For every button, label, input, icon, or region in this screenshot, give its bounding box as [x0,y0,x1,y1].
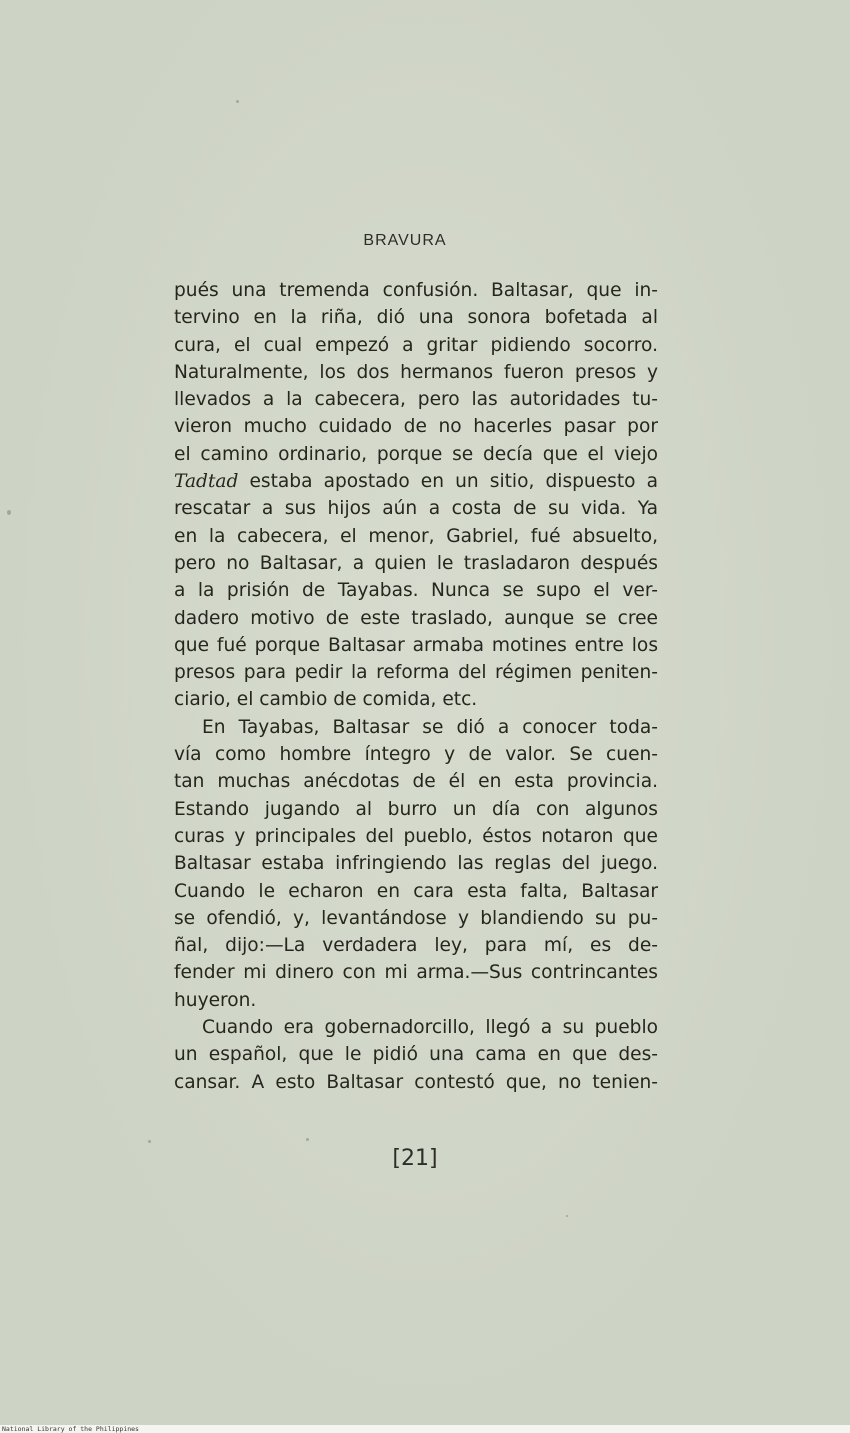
text-line [174,932,658,959]
text-line [174,987,658,1014]
text-line [174,441,658,468]
text-line [174,1014,658,1041]
text-line [174,878,658,905]
library-credit: National Library of the Philippines [2,1425,139,1433]
text-segment: fender mi dinero con mi arma.—Sus contrincantes [174,962,658,984]
text-segment: en la cabecera, el menor, Gabriel, fué absuelto, [174,525,658,547]
text-line [174,468,658,495]
text-segment: huyeron. [174,989,257,1011]
text-segment: se ofendió, y, levantándose y blandiendo su pu- [174,907,658,929]
text-line [174,768,658,795]
italic-word: Tadtad [174,471,239,493]
text-line [174,632,658,659]
text-segment: Cuando era gobernadorcillo, llegó a su pueblo [202,1017,658,1039]
text-line [174,850,658,877]
page-number: [21] [392,1146,438,1171]
text-line [174,550,658,577]
text-line [174,1041,658,1068]
text-segment: pués una tremenda confusión. Baltasar, que in- [174,280,658,301]
text-line [174,1069,658,1096]
text-segment: el camino ordinario, porque se decía que el viejo [174,443,658,465]
text-segment: En Tayabas, Baltasar se dió a conocer toda- [202,716,658,738]
text-segment: cansar. A esto Baltasar contestó que, no tenien- [174,1071,658,1093]
text-segment: que fué porque Baltasar armaba motines entre los [174,634,658,656]
text-segment: un español, que le pidió una cama en que des- [174,1044,658,1066]
text-line [174,277,658,304]
text-segment: Estando jugando al burro un día con algunos [174,798,658,820]
paper-speck [566,1215,568,1217]
text-segment: estaba apostado en un sitio, dispuesto a [238,471,658,493]
text-segment: cura, el cual empezó a gritar pidiendo socorro. [174,334,658,356]
text-line [174,495,658,522]
text-line [174,605,658,632]
text-segment: dadero motivo de este traslado, aunque se cree [174,607,658,629]
text-segment: Baltasar estaba infringiendo las reglas del juego. [174,853,658,875]
text-segment: Naturalmente, los dos hermanos fueron presos y [174,361,658,383]
text-segment: ñal, dijo:—La verdadera ley, para mí, es de- [174,935,658,957]
text-line [174,686,658,713]
text-segment: presos para pedir la reforma del régimen peniten- [174,662,658,684]
text-segment: pero no Baltasar, a quien le trasladaron después [174,552,658,574]
paper-speck [236,100,239,103]
text-line [174,304,658,331]
paper-speck [148,1140,151,1143]
text-segment: tervino en la riña, dió una sonora bofetada al [174,307,658,329]
text-line [174,714,658,741]
text-segment: a la prisión de Tayabas. Nunca se supo el ver- [174,580,658,602]
text-line [174,659,658,686]
text-segment: ciario, el cambio de comida, etc. [174,689,478,711]
text-segment: curas y principales del pueblo, éstos notaron que [174,825,658,847]
text-line [174,577,658,604]
paper-speck [306,1138,309,1141]
text-segment: Cuando le echaron en cara esta falta, Baltasar [174,880,658,902]
text-line [174,741,658,768]
paper-speck [7,510,11,515]
text-line [174,959,658,986]
text-segment: vieron mucho cuidado de no hacerles pasar por [174,416,658,438]
text-segment: vía como hombre íntegro y de valor. Se cuen- [174,744,658,766]
text-line [174,413,658,440]
text-segment: llevados a la cabecera, pero las autoridades tu- [174,389,658,411]
text-line [174,523,658,550]
text-line [174,386,658,413]
text-line [174,332,658,359]
body-text [174,277,658,1096]
text-line [174,359,658,386]
text-line [174,823,658,850]
text-segment: tan muchas anécdotas de él en esta provincia. [174,771,658,793]
text-line [174,905,658,932]
text-line [174,796,658,823]
text-segment: rescatar a sus hijos aún a costa de su vida. Ya [174,498,658,520]
running-head: BRAVURA [363,232,447,249]
